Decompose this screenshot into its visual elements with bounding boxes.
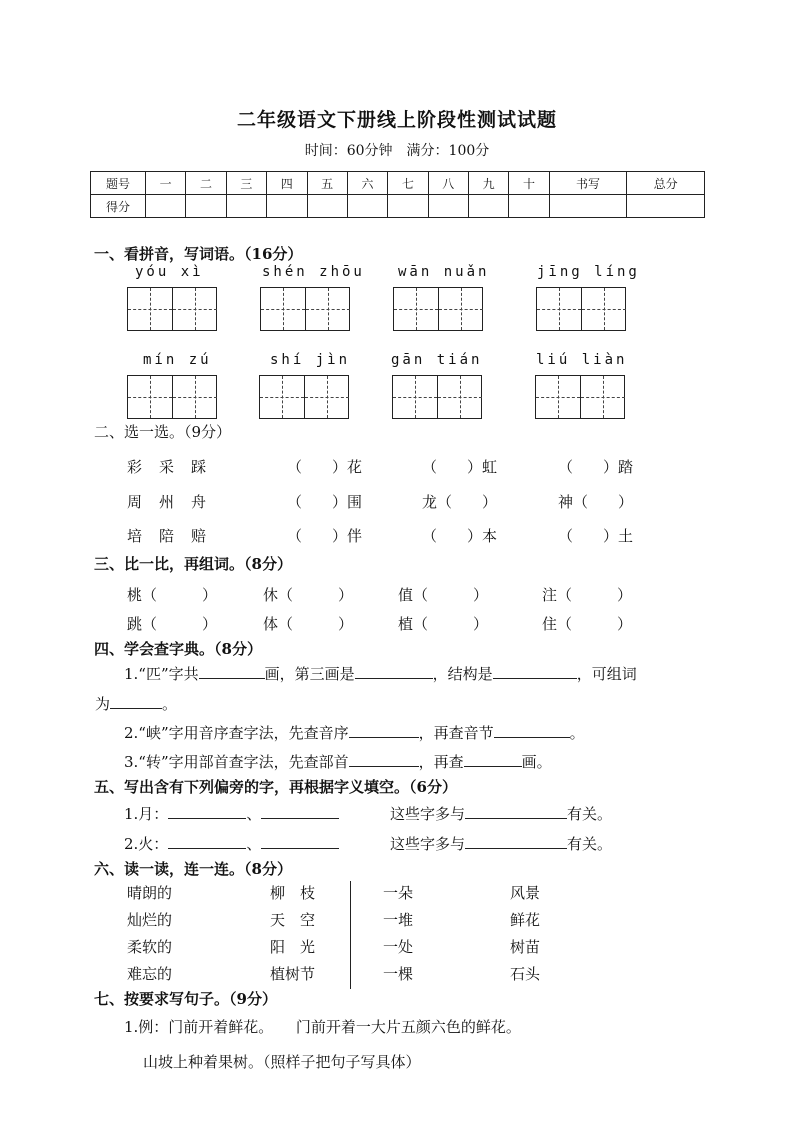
score-cell[interactable] bbox=[549, 195, 627, 218]
q2-blank-letter[interactable] bbox=[349, 723, 419, 738]
match-item[interactable]: 植树节 bbox=[270, 965, 316, 983]
choice-blank[interactable]: （ ）虹 bbox=[422, 458, 498, 476]
writing-grid[interactable] bbox=[127, 375, 217, 419]
score-header-cell: 二 bbox=[186, 172, 226, 195]
score-cell[interactable] bbox=[226, 195, 266, 218]
compare-item[interactable]: 跳（ ） bbox=[127, 615, 218, 633]
section-5-heading: 五、写出含有下列偏旁的字，再根据字义填空。（6分） bbox=[94, 778, 457, 796]
match-item[interactable]: 风景 bbox=[510, 884, 541, 902]
q1-blank-strokes[interactable] bbox=[199, 664, 265, 679]
score-header-cell: 九 bbox=[469, 172, 509, 195]
compare-item[interactable]: 注（ ） bbox=[542, 586, 633, 604]
section-4-heading: 四、学会查字典。（8分） bbox=[94, 640, 262, 658]
score-header-cell: 总分 bbox=[627, 172, 705, 195]
choice-blank[interactable]: （ ）土 bbox=[558, 527, 634, 545]
score-cell[interactable] bbox=[146, 195, 186, 218]
score-cell[interactable] bbox=[469, 195, 509, 218]
dictionary-q1 bbox=[124, 663, 637, 684]
pinyin-label: shén zhōu bbox=[262, 264, 365, 280]
choice-chars: 彩 采 踩 bbox=[127, 458, 208, 476]
choice-blank[interactable]: （ ）本 bbox=[422, 527, 498, 545]
q1-text: 1.“匹”字共 bbox=[124, 665, 199, 683]
dictionary-q1-cont bbox=[95, 693, 177, 714]
q3-text: ，再查 bbox=[418, 753, 464, 771]
radical-blank[interactable] bbox=[168, 804, 246, 819]
pinyin-label: shí jìn bbox=[270, 352, 351, 368]
choice-blank[interactable]: （ ）花 bbox=[287, 458, 363, 476]
q1-text: ，结构是 bbox=[432, 665, 493, 683]
match-item[interactable]: 鲜花 bbox=[510, 911, 541, 929]
writing-grid[interactable] bbox=[393, 287, 483, 331]
q1-text: 。 bbox=[162, 695, 178, 713]
choice-chars: 培 陪 赔 bbox=[127, 527, 208, 545]
match-item[interactable]: 树苗 bbox=[510, 938, 541, 956]
radical-blank[interactable] bbox=[261, 804, 339, 819]
tail-text: 这些字多与 bbox=[390, 805, 466, 823]
score-header-cell: 三 bbox=[226, 172, 266, 195]
section-7-heading: 七、按要求写句子。（9分） bbox=[94, 990, 277, 1008]
tail-text: 这些字多与 bbox=[390, 835, 466, 853]
match-item[interactable]: 柔软的 bbox=[127, 938, 173, 956]
dictionary-q2 bbox=[124, 722, 585, 743]
page-title: 二年级语文下册线上阶段性测试试题 bbox=[236, 109, 557, 131]
choice-blank[interactable]: 龙（ ） bbox=[422, 493, 498, 511]
score-cell[interactable] bbox=[186, 195, 226, 218]
pinyin-label: wān nuǎn bbox=[398, 264, 490, 280]
score-header-cell: 题号 bbox=[91, 172, 146, 195]
match-item[interactable]: 一朵 bbox=[383, 884, 414, 902]
compare-item[interactable]: 值（ ） bbox=[398, 586, 489, 604]
q1-blank-word[interactable] bbox=[110, 694, 162, 709]
meaning-blank[interactable] bbox=[465, 804, 567, 819]
separator: 、 bbox=[246, 805, 262, 823]
score-row-label: 得分 bbox=[91, 195, 146, 218]
writing-grid[interactable] bbox=[259, 375, 349, 419]
score-header-cell: 四 bbox=[267, 172, 307, 195]
q1-text: 画，第三画是 bbox=[264, 665, 355, 683]
score-table-score-row bbox=[91, 195, 705, 218]
choice-blank[interactable]: 神（ ） bbox=[558, 493, 634, 511]
score-table bbox=[90, 171, 705, 218]
writing-grid[interactable] bbox=[127, 287, 217, 331]
match-item[interactable]: 阳 光 bbox=[270, 938, 316, 956]
match-item[interactable]: 石头 bbox=[510, 965, 541, 983]
sentence-task: 山坡上种着果树。（照样子把句子写具体） bbox=[143, 1053, 421, 1071]
score-cell[interactable] bbox=[509, 195, 549, 218]
writing-grid[interactable] bbox=[260, 287, 350, 331]
compare-item[interactable]: 桃（ ） bbox=[127, 586, 218, 604]
radical-q2 bbox=[124, 833, 339, 854]
dictionary-q3 bbox=[124, 751, 552, 772]
compare-item[interactable]: 住（ ） bbox=[542, 615, 633, 633]
score-header-cell: 书写 bbox=[549, 172, 627, 195]
score-header-cell: 五 bbox=[307, 172, 347, 195]
radical-blank[interactable] bbox=[261, 834, 339, 849]
compare-item[interactable]: 植（ ） bbox=[398, 615, 489, 633]
choice-blank[interactable]: （ ）伴 bbox=[287, 527, 363, 545]
score-header-cell: 八 bbox=[428, 172, 468, 195]
match-item[interactable]: 一棵 bbox=[383, 965, 414, 983]
radical-label: 2.火： bbox=[124, 835, 169, 853]
score-cell[interactable] bbox=[388, 195, 428, 218]
match-item[interactable]: 难忘的 bbox=[127, 965, 173, 983]
choice-chars: 周 州 舟 bbox=[127, 493, 208, 511]
pinyin-label: yóu xì bbox=[135, 264, 204, 280]
compare-item[interactable]: 体（ ） bbox=[263, 615, 354, 633]
section-6-heading: 六、读一读，连一连。（8分） bbox=[94, 860, 292, 878]
q2-text: 。 bbox=[569, 724, 585, 742]
tail-text: 有关。 bbox=[567, 835, 613, 853]
column-divider bbox=[350, 881, 351, 989]
pinyin-label: liú liàn bbox=[536, 352, 628, 368]
q3-blank-radical[interactable] bbox=[349, 752, 419, 767]
q2-blank-syllable[interactable] bbox=[494, 723, 570, 738]
score-cell[interactable] bbox=[267, 195, 307, 218]
separator: 、 bbox=[246, 835, 262, 853]
score-cell[interactable] bbox=[347, 195, 387, 218]
radical-blank[interactable] bbox=[168, 834, 246, 849]
score-cell[interactable] bbox=[627, 195, 705, 218]
writing-grid[interactable] bbox=[536, 287, 626, 331]
match-item[interactable]: 柳 枝 bbox=[270, 884, 316, 902]
pinyin-label: gān tián bbox=[391, 352, 483, 368]
writing-grid[interactable] bbox=[392, 375, 482, 419]
q1-blank-structure[interactable] bbox=[493, 664, 577, 679]
radical-q1-tail bbox=[390, 803, 612, 824]
writing-grid[interactable] bbox=[535, 375, 625, 419]
q1-text: ，可组词 bbox=[576, 665, 637, 683]
q2-text: ，再查音节 bbox=[418, 724, 494, 742]
match-item[interactable]: 一处 bbox=[383, 938, 414, 956]
q3-text: 3.“转”字用部首查字法，先查部首 bbox=[124, 753, 349, 771]
section-2-heading: 二、选一选。（9分） bbox=[94, 423, 232, 441]
choice-blank[interactable]: （ ）围 bbox=[287, 493, 363, 511]
q2-text: 2.“峡”字用音序查字法，先查音序 bbox=[124, 724, 349, 742]
score-table-header-row bbox=[91, 172, 705, 195]
compare-item[interactable]: 休（ ） bbox=[263, 586, 354, 604]
score-cell[interactable] bbox=[428, 195, 468, 218]
q3-blank-strokes[interactable] bbox=[464, 752, 522, 767]
score-header-cell: 十 bbox=[509, 172, 549, 195]
meaning-blank[interactable] bbox=[465, 834, 567, 849]
match-item[interactable]: 灿烂的 bbox=[127, 911, 173, 929]
q3-text: 画。 bbox=[521, 753, 552, 771]
section-3-heading: 三、比一比，再组词。（8分） bbox=[94, 555, 292, 573]
pinyin-label: jīng líng bbox=[537, 264, 640, 280]
match-item[interactable]: 一堆 bbox=[383, 911, 414, 929]
sentence-example: 1.例：门前开着鲜花。 门前开着一大片五颜六色的鲜花。 bbox=[124, 1018, 521, 1036]
score-header-cell: 七 bbox=[388, 172, 428, 195]
page-subtitle: 时间：60分钟 满分：100分 bbox=[304, 143, 490, 159]
radical-q2-tail bbox=[390, 833, 612, 854]
score-header-cell: 一 bbox=[146, 172, 186, 195]
pinyin-label: mín zú bbox=[143, 352, 212, 368]
q1-blank-third-stroke[interactable] bbox=[355, 664, 433, 679]
score-header-cell: 六 bbox=[347, 172, 387, 195]
match-item[interactable]: 天 空 bbox=[270, 911, 316, 929]
radical-label: 1.月： bbox=[124, 805, 169, 823]
choice-blank[interactable]: （ ）踏 bbox=[558, 458, 634, 476]
radical-q1 bbox=[124, 803, 339, 824]
tail-text: 有关。 bbox=[567, 805, 613, 823]
match-item[interactable]: 晴朗的 bbox=[127, 884, 173, 902]
score-cell[interactable] bbox=[307, 195, 347, 218]
section-1-heading: 一、看拼音，写词语。（16分） bbox=[94, 245, 303, 263]
q1-text: 为 bbox=[95, 695, 111, 713]
